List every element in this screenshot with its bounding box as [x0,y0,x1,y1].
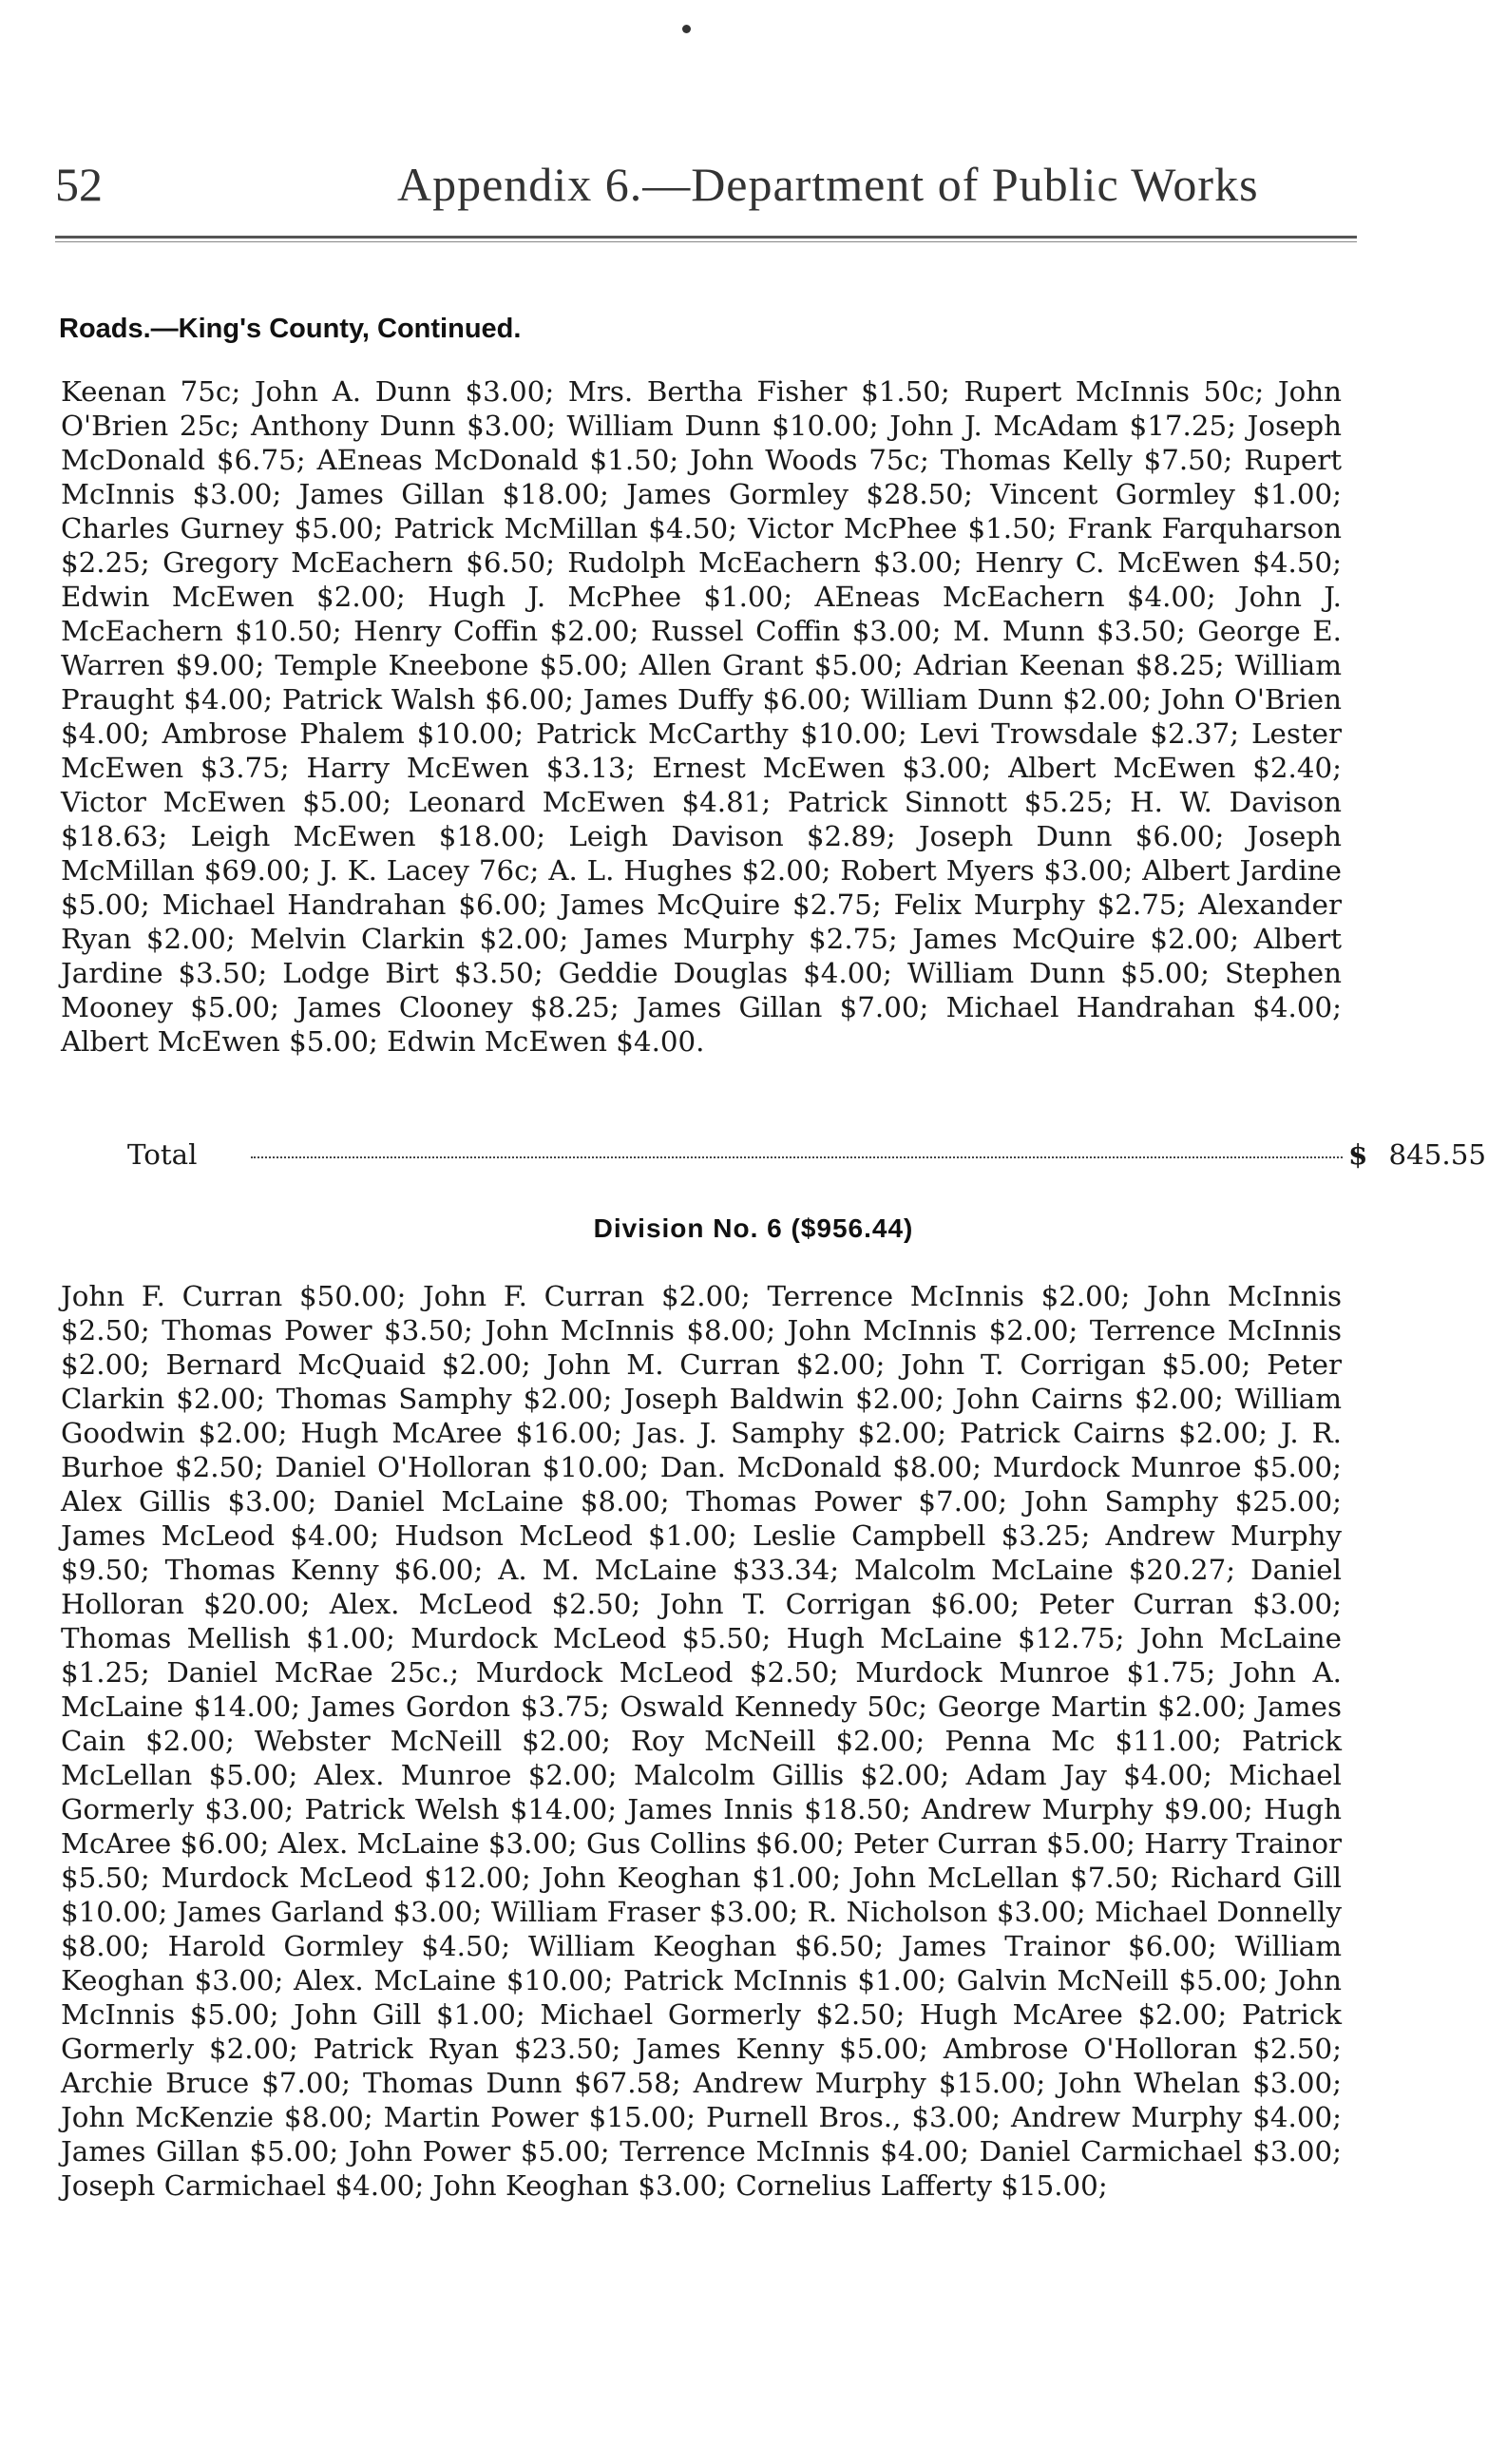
total-amount: 845.55 [1388,1138,1486,1171]
page-header [55,157,1307,223]
total-currency: $ [1348,1137,1368,1171]
running-title: Appendix 6.—Department of Public Works [397,158,1259,211]
total-label: Total [127,1138,198,1171]
roads-total-line [127,1137,1486,1172]
section-heading-roads: Roads.—King's County, Continued. [59,314,522,344]
division-6-payments-paragraph: John F. Curran $50.00; John F. Curran $2.00; Terrence McInnis $2.00; John McInnis $2.50; Thomas Power $3.50; John McInnis $8.00; John McInnis $2.00; Terrence McInnis $2.00; Bernard McQuaid $2.00; John M. Curran $2.00; John T. Corrigan $5.00; Peter Clarkin $2.00; Thomas Samphy $2.00; Joseph Baldwin $2.00; John Cairns $2.00; William Goodwin $2.00; Hugh McAree $16.00; Jas. J. Samphy $2.00; Patrick Cairns $2.00; J. R. Burhoe $2.50; Daniel O'Holloran $10.00; Dan. McDonald $8.00; Murdock Munroe $5.00; Alex Gillis $3.00; Daniel McLaine $8.00; Thomas Power $7.00; John Samphy $25.00; James McLeod $4.00; Hudson McLeod $1.00; Leslie Campbell $3.25; Andrew Murphy $9.50; Thomas Kenny $6.00; A. M. McLaine $33.34; Malcolm McLaine $20.27; Daniel Holloran $20.00; Alex. McLeod $2.50; John T. Corrigan $6.00; Peter Curran $3.00; Thomas Mellish $1.00; Murdock McLeod $5.50; Hugh McLaine $12.75; John McLaine $1.25; Daniel McRae 25c.; Murdock McLeod $2.50; Murdock Munroe $1.75; John A. McLaine $14.00; James Gordon $3.75; Oswald Kennedy 50c; George Martin $2.00; James Cain $2.00; Webster McNeill $2.00; Roy McNeill $2.00; Penna Mc $11.00; Patrick McLellan $5.00; Alex. Munroe $2.00; Malcolm Gillis $2.00; Adam Jay $4.00; Michael Gormerly $3.00; Patrick Welsh $14.00; James Innis $18.50; Andrew Murphy $9.00; Hugh McAree $6.00; Alex. McLaine $3.00; Gus Collins $6.00; Peter Curran $5.00; Harry Trainor $5.50; Murdock McLeod $12.00; John Keoghan $1.00; John McLellan $7.50; Richard Gill $10.00; James Garland $3.00; William Fraser $3.00; R. Nicholson $3.00; Michael Donnelly $8.00; Harold Gormley $4.50; William Keoghan $6.50; James Trainor $6.00; William Keoghan $3.00; Alex. McLaine $10.00; Patrick McInnis $1.00; Galvin McNeill $5.00; John McInnis $5.00; John Gill $1.00; Michael Gormerly $2.50; Hugh McAree $2.00; Patrick Gormerly $2.00; Patrick Ryan $23.50; James Kenny $5.00; Ambrose O'Holloran $2.50; Archie Bruce $7.00; Thomas Dunn $67.58; Andrew Murphy $15.00; John Whelan $3.00; John McKenzie $8.00; Martin Power $15.00; Purnell Bros., $3.00; Andrew Murphy $4.00; James Gillan $5.00; John Power $5.00; Terrence McInnis $4.00; Daniel Carmichael $3.00; Joseph Carmichael $4.00; John Keoghan $3.00; Cornelius Lafferty $15.00; [61,1280,1342,2202]
page-number: 52 [55,158,103,211]
dotted-leader [251,1156,1343,1158]
header-rule [55,236,1357,242]
division-6-heading: Division No. 6 ($956.44) [593,1213,914,1243]
roads-payments-paragraph: Keenan 75c; John A. Dunn $3.00; Mrs. Bertha Fisher $1.50; Rupert McInnis 50c; John O'Brien 25c; Anthony Dunn $3.00; William Dunn $10.00; John J. McAdam $17.25; Joseph McDonald $6.75; AEneas McDonald $1.50; John Woods 75c; Thomas Kelly $7.50; Rupert McInnis $3.00; James Gillan $18.00; James Gormley $28.50; Vincent Gormley $1.00; Charles Gurney $5.00; Patrick McMillan $4.50; Victor McPhee $1.50; Frank Farquharson $2.25; Gregory McEachern $6.50; Rudolph McEachern $3.00; Henry C. McEwen $4.50; Edwin McEwen $2.00; Hugh J. McPhee $1.00; AEneas McEachern $4.00; John J. McEachern $10.50; Henry Coffin $2.00; Russel Coffin $3.00; M. Munn $3.50; George E. Warren $9.00; Temple Kneebone $5.00; Allen Grant $5.00; Adrian Keenan $8.25; William Praught $4.00; Patrick Walsh $6.00; James Duffy $6.00; William Dunn $2.00; John O'Brien $4.00; Ambrose Phalem $10.00; Patrick McCarthy $10.00; Levi Trowsdale $2.37; Lester McEwen $3.75; Harry McEwen $3.13; Ernest McEwen $3.00; Albert McEwen $2.40; Victor McEwen $5.00; Leonard McEwen $4.81; Patrick Sinnott $5.25; H. W. Davison $18.63; Leigh McEwen $18.00; Leigh Davison $2.89; Joseph Dunn $6.00; Joseph McMillan $69.00; J. K. Lacey 76c; A. L. Hughes $2.00; Robert Myers $3.00; Albert Jardine $5.00; Michael Handrahan $6.00; James McQuire $2.75; Felix Murphy $2.75; Alexander Ryan $2.00; Melvin Clarkin $2.00; James Murphy $2.75; James McQuire $2.00; Albert Jardine $3.50; Lodge Birt $3.50; Geddie Douglas $4.00; William Dunn $5.00; Stephen Mooney $5.00; James Clooney $8.25; James Gillan $7.00; Michael Handrahan $4.00; Albert McEwen $5.00; Edwin McEwen $4.00. [61,375,1342,1058]
page-mark [682,25,691,33]
